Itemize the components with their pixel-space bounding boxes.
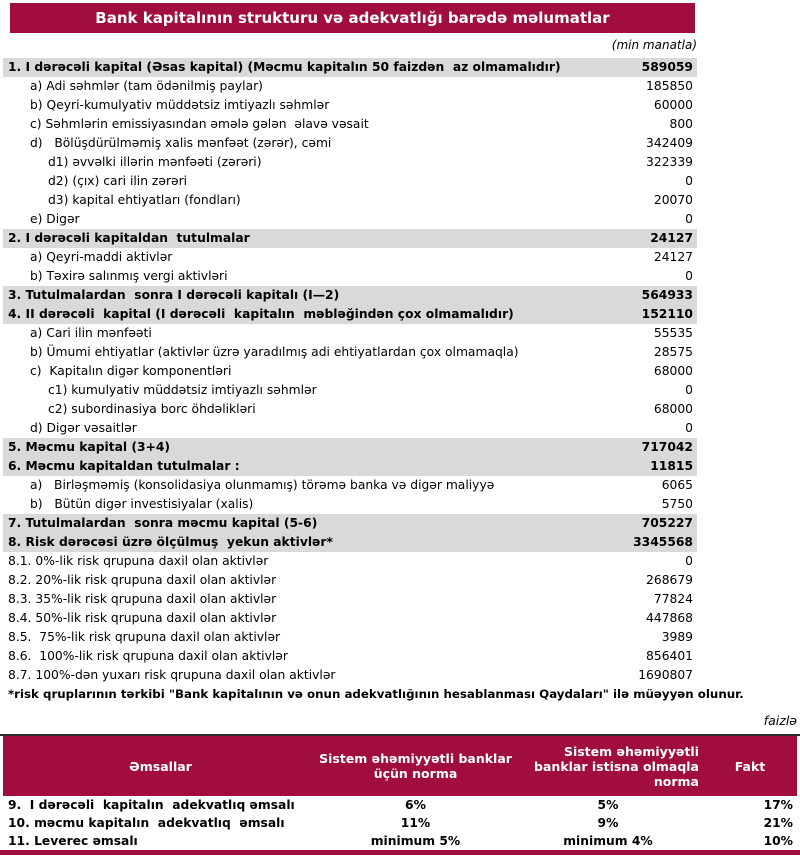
ratio-fact: 17% <box>763 798 793 812</box>
table-row <box>3 666 697 685</box>
ratios-table-header <box>3 736 797 796</box>
row-label: 6. Məcmu kapitaldan tutulmalar : <box>8 459 240 473</box>
table-row <box>3 476 697 495</box>
row-value: 564933 <box>641 288 693 302</box>
row-label: d3) kapital ehtiyatları (fondları) <box>48 193 241 207</box>
ratio-row <box>3 832 797 850</box>
row-label: e) Digər <box>30 212 80 226</box>
row-value: 28575 <box>653 345 693 359</box>
row-value: 3989 <box>661 630 693 644</box>
row-value: 0 <box>685 269 693 283</box>
row-label: a) Birləşməmiş (konsolidasiya olunmamış) törəmə banka və digər maliyyə <box>30 478 495 492</box>
row-value: 24127 <box>650 231 693 245</box>
unit-note: (min manatla) <box>611 38 697 52</box>
table-row <box>3 229 697 248</box>
row-label: *risk qruplarının tərkibi "Bank kapitalının və onun adekvatlığının hesablanması Qaydaları" ilə müəyyən olunur. <box>8 687 744 701</box>
row-label: 8. Risk dərəcəsi üzrə ölçülmuş yekun aktivlər* <box>8 535 333 549</box>
table-row <box>3 153 697 172</box>
ratio-norm-non-systemic: 9% <box>597 816 619 830</box>
ratio-norm-systemic: 6% <box>405 798 426 812</box>
page <box>0 3 800 855</box>
row-value: 24127 <box>653 250 693 264</box>
row-value: 717042 <box>641 440 693 454</box>
row-label: 8.1. 0%-lik risk qrupuna daxil olan aktivlər <box>8 554 269 568</box>
row-label: d2) (çıx) cari ilin zərəri <box>48 174 188 188</box>
row-value: 447868 <box>646 611 693 625</box>
row-label: 2. I dərəcəli kapitaldan tutulmalar <box>8 231 250 245</box>
table-row <box>3 172 697 191</box>
table-row <box>3 628 697 647</box>
table-row <box>3 400 697 419</box>
row-label: c1) kumulyativ müddətsiz imtiyazlı səhmlər <box>48 383 317 397</box>
row-label: b) Təxirə salınmış vergi aktivləri <box>30 269 228 283</box>
table-row <box>3 495 697 514</box>
row-value: 342409 <box>646 136 693 150</box>
table-row <box>3 343 697 362</box>
table-row <box>3 191 697 210</box>
row-label: b) Qeyri-kumulyativ müddətsiz imtiyazlı səhmlər <box>30 98 330 112</box>
table-row <box>3 362 697 381</box>
table-row <box>3 552 697 571</box>
row-label: d1) əvvəlki illərin mənfəəti (zərəri) <box>48 155 262 169</box>
row-value: 322339 <box>646 155 693 169</box>
row-label: 1. I dərəcəli kapital (Əsas kapital) (Məcmu kapitalın 50 faizdən az olmamalıdır) <box>8 60 561 74</box>
table-row <box>3 77 697 96</box>
row-value: 1690807 <box>638 668 693 682</box>
table-row <box>3 248 697 267</box>
row-label: 3. Tutulmalardan sonra I dərəcəli kapitalı (I—2) <box>8 288 340 302</box>
table-row <box>3 457 697 476</box>
table-row <box>3 324 697 343</box>
header-norm-non-systemic: Sistem əhəmiyyətli banklar istisna olmaqla norma <box>534 743 699 789</box>
row-label: 5. Məcmu kapital (3+4) <box>8 440 171 454</box>
row-value: 268679 <box>646 573 693 587</box>
table-row <box>3 134 697 153</box>
row-label: d) Digər vəsaitlər <box>30 421 137 435</box>
adequacy-ratios-table <box>3 736 797 850</box>
capital-structure-table <box>3 58 744 704</box>
table-row <box>3 286 697 305</box>
ratio-norm-non-systemic: minimum 4% <box>563 834 653 848</box>
row-label: a) Adi səhmlər (tam ödənilmiş paylar) <box>30 79 263 93</box>
row-label: 4. II dərəcəli kapital (I dərəcəli kapitalın məbləğindən çox olmamalıdır) <box>8 307 514 321</box>
row-label: a) Cari ilin mənfəəti <box>30 326 152 340</box>
row-label: 8.6. 100%-lik risk qrupuna daxil olan aktivlər <box>8 649 288 663</box>
row-value: 0 <box>685 174 693 188</box>
row-label: b) Bütün digər investisiyalar (xalis) <box>30 497 254 511</box>
row-value: 0 <box>685 554 693 568</box>
row-value: 152110 <box>641 307 693 321</box>
row-label: d) Bölüşdürülməmiş xalis mənfəət (zərər), cəmi <box>30 136 332 150</box>
table-row <box>3 571 697 590</box>
row-value: 5750 <box>661 497 693 511</box>
table-row <box>3 647 697 666</box>
row-value: 3345568 <box>633 535 693 549</box>
ratio-norm-non-systemic: 5% <box>597 798 619 812</box>
row-value <box>744 685 748 704</box>
ratio-norm-systemic: minimum 5% <box>370 834 461 848</box>
row-label: c2) subordinasiya borc öhdəlikləri <box>48 402 256 416</box>
table-row <box>3 267 697 286</box>
row-label: 8.3. 35%-lik risk qrupuna daxil olan aktivlər <box>8 592 277 606</box>
row-value: 800 <box>669 117 693 131</box>
table-row <box>3 381 697 400</box>
row-value: 705227 <box>641 516 693 530</box>
table-row <box>3 305 697 324</box>
table-row <box>3 533 697 552</box>
row-value: 6065 <box>661 478 693 492</box>
row-value: 20070 <box>653 193 693 207</box>
table-row <box>3 210 697 229</box>
table-row <box>3 419 697 438</box>
row-value: 11815 <box>650 459 693 473</box>
row-value: 60000 <box>653 98 693 112</box>
row-label: a) Qeyri-maddi aktivlər <box>30 250 173 264</box>
ratio-row <box>3 814 797 832</box>
table-row <box>3 514 697 533</box>
row-label: c) Kapitalın digər komponentləri <box>30 364 232 378</box>
row-value: 185850 <box>646 79 693 93</box>
row-label: c) Səhmlərin emissiyasından əmələ gələn əlavə vəsait <box>30 117 369 131</box>
table-row <box>3 609 697 628</box>
header-norm-systemic: Sistem əhəmiyyətli banklar üçün norma <box>319 751 512 781</box>
row-label: 8.4. 50%-lik risk qrupuna daxil olan aktivlər <box>8 611 277 625</box>
row-value: 856401 <box>646 649 693 663</box>
ratio-label: 11. Leverec əmsalı <box>8 834 138 848</box>
row-value: 55535 <box>653 326 693 340</box>
row-value: 68000 <box>653 402 693 416</box>
report-title-bar <box>10 3 695 33</box>
ratio-fact: 10% <box>763 834 793 848</box>
row-value: 0 <box>685 212 693 226</box>
table-row <box>3 96 697 115</box>
bottom-accent-bar <box>0 850 800 855</box>
header-ratios: Əmsallar <box>129 758 192 774</box>
row-value: 77824 <box>653 592 693 606</box>
row-label: 8.2. 20%-lik risk qrupuna daxil olan aktivlər <box>8 573 277 587</box>
page-title: Bank kapitalının strukturu və adekvatlığı barədə məlumatlar <box>95 9 610 27</box>
row-value: 0 <box>685 421 693 435</box>
row-label: 8.5. 75%-lik risk qrupuna daxil olan aktivlər <box>8 630 281 644</box>
ratio-label: 9. I dərəcəli kapitalın adekvatlıq əmsalı <box>8 798 295 812</box>
table-row <box>3 685 744 704</box>
row-label: b) Ümumi ehtiyatlar (aktivlər üzrə yaradılmış adi ehtiyatlardan çox olmamaqla) <box>30 345 519 359</box>
header-fact: Fakt <box>734 758 766 774</box>
table-row <box>3 438 697 457</box>
table-row <box>3 58 697 77</box>
table-row <box>3 590 697 609</box>
ratio-row <box>3 796 797 814</box>
ratio-label: 10. məcmu kapitalın adekvatlıq əmsalı <box>8 816 285 830</box>
ratio-fact: 21% <box>763 816 793 830</box>
row-value: 589059 <box>641 60 693 74</box>
row-value: 0 <box>685 383 693 397</box>
ratio-norm-systemic: 11% <box>400 816 431 830</box>
row-label: 7. Tutulmalardan sonra məcmu kapital (5-6) <box>8 516 318 530</box>
row-label: 8.7. 100%-dən yuxarı risk qrupuna daxil olan aktivlər <box>8 668 336 682</box>
percent-unit-note: faizlə <box>763 713 797 728</box>
row-value: 68000 <box>653 364 693 378</box>
table-row <box>3 115 697 134</box>
